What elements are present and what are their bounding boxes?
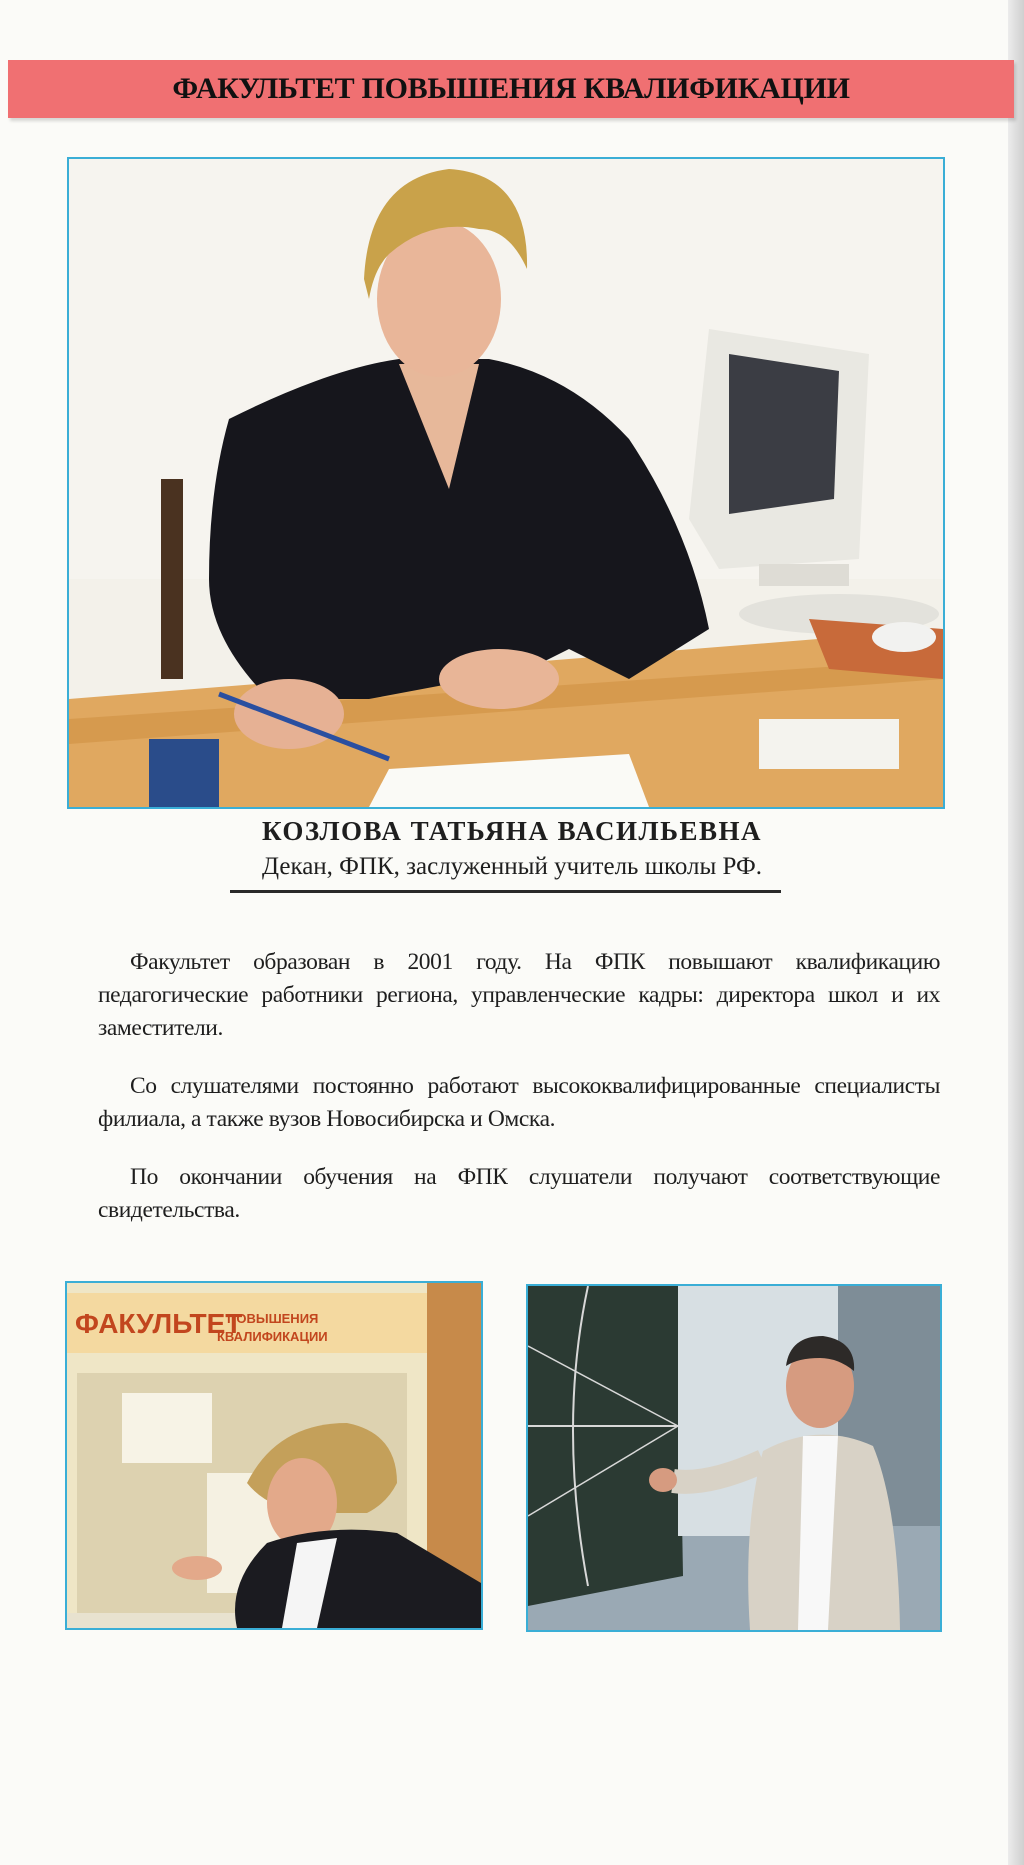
dean-portrait-illustration <box>69 159 943 807</box>
paragraph-founding: Факультет образован в 2001 году. На ФПК повышают квалификацию педагогические работники региона, управленческие кадры: директора школ и их заместители. <box>98 949 940 1041</box>
dean-portrait-photo <box>67 157 945 809</box>
section-header-band <box>8 60 1014 118</box>
board-title-qualification: КВАЛИФИКАЦИИ <box>217 1329 328 1344</box>
section-title: ФАКУЛЬТЕТ ПОВЫШЕНИЯ КВАЛИФИКАЦИИ <box>172 72 850 105</box>
notice-board-photo <box>65 1281 483 1630</box>
page-edge-shadow <box>1008 0 1024 1865</box>
lecturer-illustration <box>528 1286 940 1630</box>
paragraph-staff: Со слушателями постоянно работают высококвалифицированные специалисты филиала, а также вузов Новосибирска и Омска. <box>98 1073 940 1132</box>
dean-role: Декан, ФПК, заслуженный учитель школы РФ. <box>261 853 762 880</box>
paragraph-certificates: По окончании обучения на ФПК слушатели получают соответствующие свидетельства. <box>98 1164 940 1223</box>
notice-board-illustration <box>67 1283 481 1628</box>
board-title-faculty: ФАКУЛЬТЕТ <box>75 1308 243 1339</box>
lecturer-blackboard-photo <box>526 1284 942 1632</box>
dean-name: КОЗЛОВА ТАТЬЯНА ВАСИЛЬЕВНА <box>261 816 763 846</box>
board-title-advanced: ПОВЫШЕНИЯ <box>227 1311 319 1326</box>
caption-underline <box>230 890 781 893</box>
